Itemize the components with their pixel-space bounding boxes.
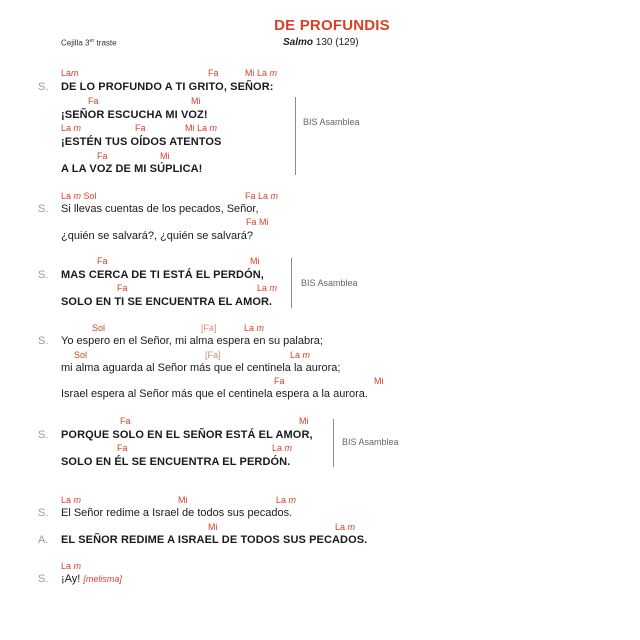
chord: La m [244,323,265,333]
chord: Sol [74,350,88,360]
chord-row [0,256,640,270]
voice-label-soloist: S. [38,269,49,281]
voice-label-soloist: S. [38,203,49,215]
chord: Mi [178,495,188,505]
chord: Mi [191,96,201,106]
chord: La m [61,123,82,133]
chord: Fa [135,123,146,133]
chord: Sol [92,323,106,333]
psalm-reference [283,37,359,48]
chord-bracketed: [Fa] [201,323,217,333]
chord: La m [290,350,311,360]
bis-bracket [295,97,296,175]
chord: Fa La m [245,191,279,201]
chord: Mi [250,256,260,266]
lyric-line: Si llevas cuentas de los pecados, Señor, [61,203,259,215]
capo-superscript: er [89,38,95,44]
chord: La m [276,495,297,505]
voice-label-soloist: S. [38,81,49,93]
voice-label-soloist: S. [38,335,49,347]
chord: Fa [88,96,99,106]
capo-suffix: traste [94,38,117,48]
song-title: DE PROFUNDIS [274,17,390,34]
lyric-line: ¡SEÑOR ESCUCHA MI VOZ! [61,109,208,121]
lyric-line: SOLO EN ÉL SE ENCUENTRA EL PERDÓN. [61,456,291,468]
chord: La m [335,522,356,532]
chord: La m [257,283,278,293]
lyric-line: PORQUE SOLO EN EL SEÑOR ESTÁ EL AMOR, [61,429,313,441]
bis-label: BIS Asamblea [342,437,399,447]
chord: Fa [97,256,108,266]
voice-label-assembly: A. [38,534,49,546]
chord: Fa Mi [246,217,269,227]
chord: Fa [120,416,131,426]
lyric-line: Yo espero en el Señor, mi alma espera en su palabra; [61,335,323,347]
chord-row [0,443,640,457]
voice-label-soloist: S. [38,429,49,441]
bis-label: BIS Asamblea [301,278,358,288]
chord: La m [272,443,293,453]
lyric-line: ¡ESTÉN TUS OÍDOS ATENTOS [61,136,222,148]
bis-label: BIS Asamblea [303,117,360,127]
capo-note [61,38,117,48]
chord: Fa [97,151,108,161]
melisma-note: [melisma] [83,574,122,584]
bis-bracket [333,419,334,467]
chord: Lam [61,68,79,78]
chord-row [0,68,640,82]
lyric-line: EL SEÑOR REDIME A ISRAEL DE TODOS SUS PECADOS. [61,534,368,546]
capo-prefix: Cejilla 3 [61,38,90,48]
chord-row [0,96,640,110]
chord: Mi La m [245,68,278,78]
lyric-line: Israel espera al Señor más que el centinela espera a la aurora. [61,388,368,400]
psalm-name: Salmo [283,37,314,48]
lyric-line: ¿quién se salvará?, ¿quién se salvará? [61,230,253,242]
chord: Fa [208,68,219,78]
voice-label-soloist: S. [38,507,49,519]
lyric-line: A LA VOZ DE MI SÚPLICA! [61,163,203,175]
chord: Mi La m [185,123,218,133]
voice-label-soloist: S. [38,573,49,585]
lyric-text: ¡Ay! [61,573,81,585]
chord: Mi [208,522,218,532]
lyric-line: SOLO EN TI SE ENCUENTRA EL AMOR. [61,296,273,308]
chord: Mi [299,416,309,426]
lyric-line: DE LO PROFUNDO A TI GRITO, SEÑOR: [61,81,274,93]
chord-row [0,416,640,430]
lyric-line [61,573,122,585]
chord-bracketed: [Fa] [205,350,221,360]
chord: Mi [374,376,384,386]
chord: La m [61,495,82,505]
song-title-wrap [0,17,640,35]
chord: Fa [274,376,285,386]
chord: Mi [160,151,170,161]
bis-bracket [291,258,292,308]
chord-row [0,217,640,231]
lyric-line: El Señor redime a Israel de todos sus pecados. [61,507,293,519]
lyric-line: MAS CERCA DE TI ESTÁ EL PERDÓN, [61,269,264,281]
chord: La m [61,561,82,571]
lyric-line: mi alma aguarda al Señor más que el centinela la aurora; [61,362,341,374]
chord: Fa [117,443,128,453]
psalm-number: 130 (129) [313,37,359,48]
chord: Fa [117,283,128,293]
chord: La m Sol [61,191,97,201]
